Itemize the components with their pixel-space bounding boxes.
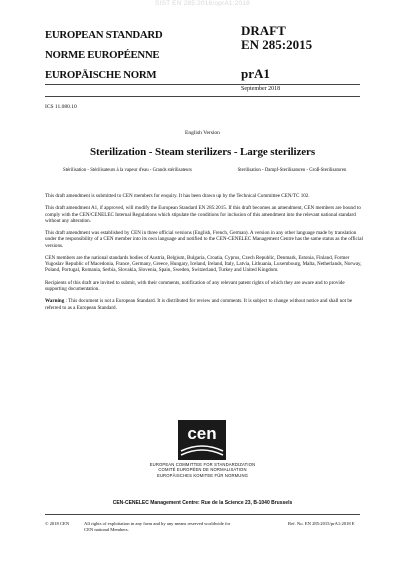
header-divider xyxy=(45,84,360,85)
watermark: SIST EN 285:2016/oprA1:2018 xyxy=(155,0,250,7)
title-german: Sterilisation - Dampf-Sterilisatoren - Groß-Sterilisatoren xyxy=(237,168,347,173)
notice-text xyxy=(45,193,363,317)
paragraph-warning xyxy=(45,298,363,310)
standard-number: EN 285:2015 xyxy=(241,37,313,52)
organization-names xyxy=(45,25,162,85)
paragraph-members: CEN members are the national standards bodies of Austria, Belgium, Bulgaria, Croatia, Cyprus, Czech Republic, Denmark, Estonia, Finland, Former Yugoslav Republic of Macedonia, France, Germany, Greece, Hungary, Iceland, Ireland, Italy, Latvia, Lithuania, Luxembourg, Malta, Netherlands, Norway, Poland, Portugal, Romania, Serbia, Slovakia, Slovenia, Spain, Sweden, Switzerland, Turkey and United Kingdom. xyxy=(45,254,362,274)
org-name-en: EUROPEAN STANDARD xyxy=(45,29,163,41)
amendment-label: prA1 xyxy=(241,66,270,81)
language-version: English Version xyxy=(185,130,220,136)
warning-text: : This document is not a European Standard. It is distributed for review and comments. It is subject to change without notice and shall not be referred to as a European Standard. xyxy=(45,298,353,311)
paragraph-versions: This draft amendment was established by CEN in three official versions (English, French, German). A version in any other language made by translation under the responsibility of a CEN member into its own language and notified to the CEN-CENELEC Management Centre has the same status as the official versions. xyxy=(45,230,363,249)
publication-date: September 2018 xyxy=(241,86,281,92)
committee-de: EUROPÄISCHES KOMITEE FÜR NORMUNG xyxy=(156,472,249,478)
reference-number: Ref. No. EN 285:2015/prA1:2018 E xyxy=(288,521,355,526)
ics-code: ICS 11.080.10 xyxy=(45,104,77,110)
management-centre-address: CEN-CENELEC Management Centre: Rue de la Science 23, B-1040 Brussels xyxy=(112,500,293,506)
org-name-de: EUROPÄISCHE NORM xyxy=(45,69,157,81)
cen-logo-text: cen xyxy=(187,424,217,443)
committee-fr: COMITÉ EUROPÉEN DE NORMALISATION xyxy=(158,467,247,473)
committee-en: EUROPEAN COMMITTEE FOR STANDARDIZATION xyxy=(149,462,256,467)
cen-logo xyxy=(178,420,226,465)
committee-names xyxy=(0,462,405,478)
draft-status: DRAFT xyxy=(241,23,286,38)
paragraph-approval: This draft amendment A1, if approved, will modify the European Standard EN 285:2015. If this draft becomes an amendment, CEN members are bound to comply with the CEN/CENELEC Internal Regulations which stipulate the conditions for inclusion of this amendment into the relevant national standard without any alteration. xyxy=(45,205,361,224)
org-name-fr: NORME EUROPÉENNE xyxy=(45,49,160,61)
document-title: Sterilization - Steam sterilizers - Large sterilizers xyxy=(90,146,315,158)
warning-label: Warning xyxy=(45,298,65,305)
copyright: © 2018 CEN xyxy=(45,521,70,526)
date-divider xyxy=(45,96,360,97)
rights-notice: All rights of exploitation in any form and by any means reserved worldwide for CEN national Members. xyxy=(84,521,231,532)
draft-designation xyxy=(241,24,312,52)
title-french: Stérilisation - Stérilisateurs à la vapeur d'eau - Grands stérilisateurs xyxy=(63,168,192,173)
paragraph-enquiry: This draft amendment is submitted to CEN members for enquiry. It has been drawn up by the Technical Committee CEN/TC 102. xyxy=(45,193,310,199)
paragraph-patents: Recipients of this draft are invited to submit, with their comments, notification of any relevant patent rights of which they are aware and to provide supporting documentation. xyxy=(45,279,345,292)
footer-divider xyxy=(45,514,360,515)
